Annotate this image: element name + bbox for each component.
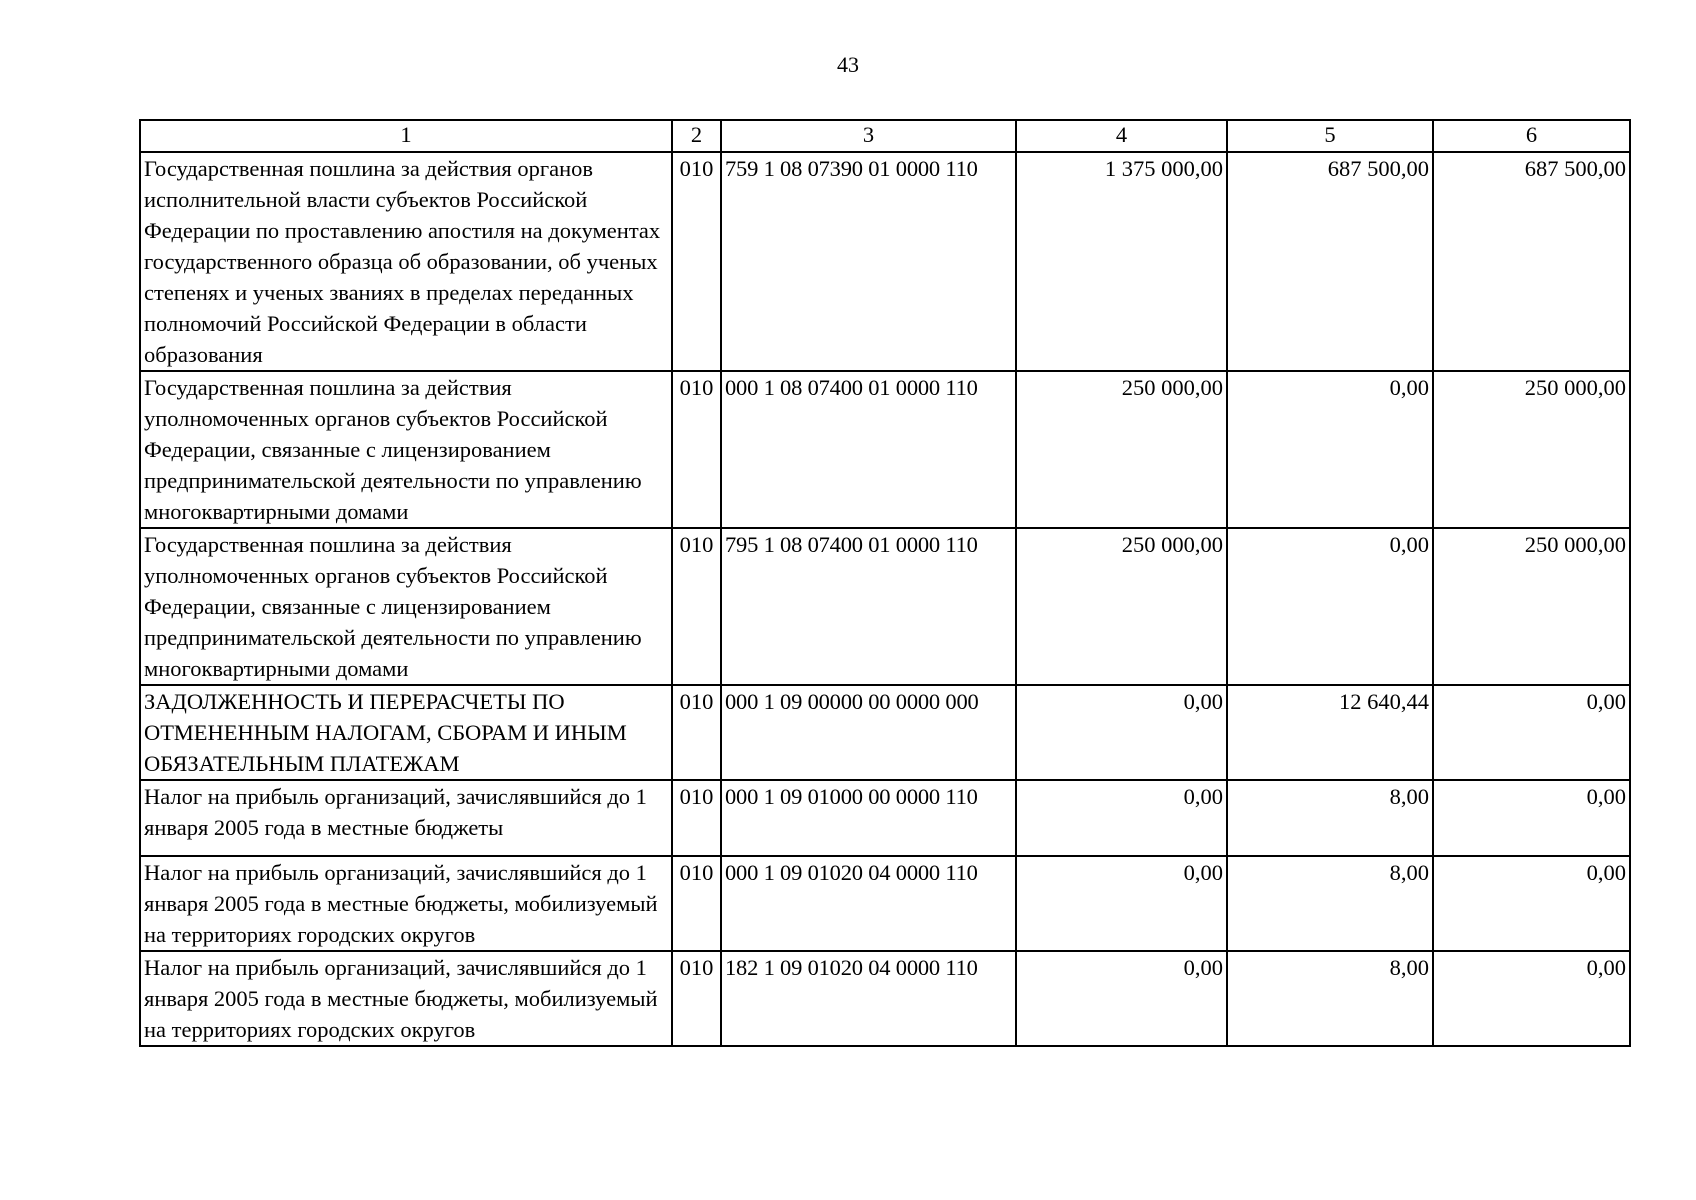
row-kbk: 000 1 09 01000 00 0000 110	[721, 780, 1016, 856]
row-col5: 8,00	[1227, 856, 1433, 951]
column-header: 3	[721, 120, 1016, 152]
row-col5: 12 640,44	[1227, 685, 1433, 780]
row-kbk: 000 1 09 01020 04 0000 110	[721, 856, 1016, 951]
row-name: Налог на прибыль организаций, зачислявшийся до 1 января 2005 года в местные бюджеты, мобилизуемый на территориях городских округов	[140, 951, 672, 1046]
row-col6: 0,00	[1433, 685, 1630, 780]
row-name: Государственная пошлина за действия уполномоченных органов субъектов Российской Федерации, связанные с лицензированием предпринимательской деятельности по управлению многоквартирными домами	[140, 371, 672, 528]
row-col4: 0,00	[1016, 780, 1227, 856]
row-kbk: 000 1 09 00000 00 0000 000	[721, 685, 1016, 780]
row-kbk: 182 1 09 01020 04 0000 110	[721, 951, 1016, 1046]
row-kbk: 795 1 08 07400 01 0000 110	[721, 528, 1016, 685]
table-row	[140, 371, 1630, 528]
table-header-row	[140, 120, 1630, 152]
row-col5: 8,00	[1227, 951, 1433, 1046]
row-code: 010	[672, 371, 721, 528]
table-row	[140, 856, 1630, 951]
row-col5: 0,00	[1227, 528, 1433, 685]
row-col5: 8,00	[1227, 780, 1433, 856]
column-header: 1	[140, 120, 672, 152]
row-name: Государственная пошлина за действия уполномоченных органов субъектов Российской Федерации, связанные с лицензированием предпринимательской деятельности по управлению многоквартирными домами	[140, 528, 672, 685]
row-col6: 687 500,00	[1433, 152, 1630, 371]
table-row	[140, 528, 1630, 685]
row-code: 010	[672, 856, 721, 951]
row-col6: 250 000,00	[1433, 528, 1630, 685]
row-code: 010	[672, 780, 721, 856]
column-header: 6	[1433, 120, 1630, 152]
row-code: 010	[672, 528, 721, 685]
row-col6: 250 000,00	[1433, 371, 1630, 528]
row-kbk: 000 1 08 07400 01 0000 110	[721, 371, 1016, 528]
row-code: 010	[672, 951, 721, 1046]
row-col4: 1 375 000,00	[1016, 152, 1227, 371]
row-col4: 0,00	[1016, 685, 1227, 780]
row-col6: 0,00	[1433, 780, 1630, 856]
table-row	[140, 780, 1630, 856]
column-header: 2	[672, 120, 721, 152]
row-name: ЗАДОЛЖЕННОСТЬ И ПЕРЕРАСЧЕТЫ ПО ОТМЕНЕННЫМ НАЛОГАМ, СБОРАМ И ИНЫМ ОБЯЗАТЕЛЬНЫМ ПЛАТЕЖАМ	[140, 685, 672, 780]
row-col5: 0,00	[1227, 371, 1433, 528]
row-name: Налог на прибыль организаций, зачислявшийся до 1 января 2005 года в местные бюджеты, мобилизуемый на территориях городских округов	[140, 856, 672, 951]
table-row	[140, 152, 1630, 371]
table-row	[140, 685, 1630, 780]
row-code: 010	[672, 152, 721, 371]
row-col4: 0,00	[1016, 951, 1227, 1046]
column-header: 5	[1227, 120, 1433, 152]
row-code: 010	[672, 685, 721, 780]
row-col6: 0,00	[1433, 856, 1630, 951]
row-name: Налог на прибыль организаций, зачислявшийся до 1 января 2005 года в местные бюджеты	[140, 780, 672, 856]
row-col4: 250 000,00	[1016, 371, 1227, 528]
row-name: Государственная пошлина за действия органов исполнительной власти субъектов Российской Федерации по проставлению апостиля на документах государственного образца об образовании, об ученых степенях и ученых званиях в пределах переданных полномочий Российской Федерации в области образования	[140, 152, 672, 371]
page-number: 43	[837, 52, 859, 77]
row-col4: 0,00	[1016, 856, 1227, 951]
row-col6: 0,00	[1433, 951, 1630, 1046]
column-header: 4	[1016, 120, 1227, 152]
row-kbk: 759 1 08 07390 01 0000 110	[721, 152, 1016, 371]
row-col5: 687 500,00	[1227, 152, 1433, 371]
table-row	[140, 951, 1630, 1046]
budget-table	[139, 119, 1631, 1047]
row-col4: 250 000,00	[1016, 528, 1227, 685]
